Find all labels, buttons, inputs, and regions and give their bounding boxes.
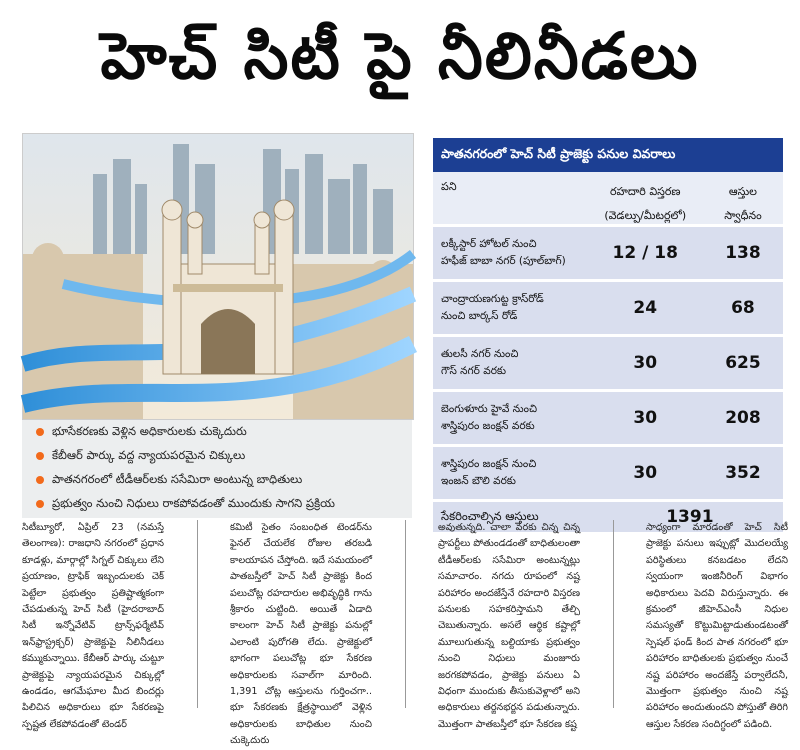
- assets-value: 208: [725, 408, 761, 428]
- total-value: 1391: [666, 507, 714, 527]
- project-details-table: [433, 138, 783, 527]
- table-title: పాతనగరంలో హెచ్ సిటీ ప్రాజెక్టు పనుల వివరాలు: [433, 138, 783, 172]
- bullet-dot-icon: [36, 500, 44, 508]
- bullet-dot-icon: [36, 452, 44, 460]
- key-points-box: [22, 420, 412, 518]
- article-column-3: అవుతున్నది. చాలా వరకు చిన్న చిన్న ప్రాపర్టీలు పోతుండడంతో బాధితులంతా టీడీఆర్‌లకు ససేమిరా అంటున్నట్లు సమాచారం. నగదు రూపంలో నష్ట పరిహారం అందజేస్తేనే రహదారి విస్తరణ పనులకు సహకరిస్తామని తేల్చి చెబుతున్నారు. అసలే ఆర్థిక కష్టాల్లో మూలుగుతున్న బల్దియాకు ప్రభుత్వం నుంచి నిధులు మంజూరు జరగకపోవడం, ప్రాజెక్టు పనులు ఏ విధంగా ముందుకు తీసుకువెళ్లాలో అని అధికారులు తర్జనభర్జన పడుతున్నారు. మొత్తంగా పాతబస్తీలో భూ సేకరణ కష్ట: [438, 522, 581, 730]
- road-width-value: 12 / 18: [612, 243, 678, 263]
- article-column-2: కమిటీ సైతం సంబంధిత టెండర్‌ను ఫైనల్ చేయలేక రోజుల తరబడి కాలయాపన చేస్తోంది. ఇదే సమయంలో పాతబస్తీలో హెచ్ సిటీ ప్రాజెక్టు కింద పలుచోట్ల రహదారుల అభివృద్ధికి గాను శ్రీకారం చుట్టింది. అయితే ఏడాది కాలంగా హెచ్ సిటీ ప్రాజెక్టు పనుల్లో ఎలాంటి పురోగతి లేదు. ప్రాజెక్టులో భాగంగా పలుచోట్ల భూ సేకరణ అధికారులకు సవాల్‌గా మారింది. 1,391 చోట్ల ఆస్తులను గుర్తించగా.. భూ సేకరణకు క్షేత్రస్థాయిలో వెళ్లిన అధికారులకు బాధితుల నుంచి చుక్కెదురు: [230, 522, 372, 747]
- assets-value: 68: [731, 298, 755, 318]
- col-work-header: పని: [441, 180, 457, 193]
- headline: హెచ్ సిటీ పై నీలినీడలు: [100, 19, 700, 94]
- article-body: [22, 520, 788, 747]
- bullet-dot-icon: [36, 476, 44, 484]
- table-row: చాంద్రాయణగుట్ట క్రాస్‌రోడ్ నుంచి బార్కస్ రోడ్ 24 68: [433, 282, 783, 334]
- table-row: బెంగుళూరు హైవే నుంచి శాస్త్రిపురం జంక్షన్ వరకు 30 208: [433, 392, 783, 444]
- article-column-4: సాధ్యంగా మారడంతో హెచ్ సిటీ ప్రాజెక్టు పనులు ఇప్పుట్లో మొదలయ్యే పరిస్థితులు కనబడటం లేదని స్వయంగా ఇంజినీరింగ్ విభాగం అధికారులు పెదవి విరుస్తున్నారు. ఈ క్రమంలో జీహెచ్‌ఎంసీ నిధుల సమస్యతో కొట్టుమిట్టాడుతుండటంతో స్పెషల్ ఫండ్ కింద పాత నగరంలో భూ పరిహారం బాధితులకు ప్రభుత్వం నుంచే నష్ట పరిహారం అందజేస్తే పర్వాలేదనీ, మొత్తంగా ప్రభుత్వం నుంచి నష్ట పరిహారం అందుతుందని పోస్తుతో తిరిగి ఆస్తుల సేకరణ సందిగ్ధంలో పడింది.: [646, 522, 788, 730]
- assets-value: 625: [725, 353, 761, 373]
- table-row: శాస్త్రిపురం జంక్షన్ నుంచి ఇంజన్ బౌలి వరకు 30 352: [433, 447, 783, 499]
- bullet-item: పాతనగరంలో టీడీఆర్‌లకు ససేమిరా అంటున్న బాధితులు: [22, 468, 412, 492]
- bullet-item: భూసేకరణకు వెళ్లిన అధికారులకు చుక్కెదురు: [22, 420, 412, 444]
- road-width-value: 24: [633, 298, 658, 318]
- table-header-row: [433, 172, 783, 224]
- assets-value: 352: [725, 463, 761, 483]
- charminar-flyover-image: [22, 133, 414, 420]
- column-divider: [405, 520, 406, 708]
- road-width-value: 30: [633, 353, 658, 373]
- table-row: తులసీ నగర్ నుంచి గౌస్ నగర్ వరకు 30 625: [433, 337, 783, 389]
- total-label: సేకరించాల్సిన ఆస్తులు: [441, 508, 539, 523]
- column-divider: [613, 520, 614, 708]
- road-width-value: 30: [633, 408, 658, 428]
- article-column-1: సిటీబ్యూరో, ఏప్రిల్ 23 (నమస్తే తెలంగాణ): రాజధాని నగరంలో ప్రధాన కూడళ్లు, మార్గాల్లో సిగ్నల్ చిక్కులు లేని ప్రయాణం, ట్రాఫిక్ ఇబ్బందులకు చెక్ పెట్టేలా ప్రభుత్వం ప్రతిష్టాత్మకంగా చేపడుతున్న హెచ్ సిటీ (హైదరాబాద్ సిటీ ఇన్నోవేటివ్ ట్రాన్స్‌ఫర్మేటివ్ ఇన్‌ఫ్రాస్ట్రక్చర్) ప్రాజెక్టుపై నీలినీడలు కమ్ముకున్నాయి. కేబీఆర్ పార్కు చుట్టూ ప్రాజెక్టుపై న్యాయపరమైన చిక్కుల్లో ఉండడం, ఆగమేఘాల మీద బిందర్లు పిలిచిన అధికారులు భూ సేకరణపై స్పష్టత లేకపోవడంతో టెండర్: [22, 522, 164, 730]
- assets-value: 138: [725, 243, 761, 263]
- col-road-header: రహదారి విస్తరణ (వెడల్పు/మీటర్లలో): [604, 185, 687, 222]
- col-assets-header: ఆస్తుల స్వాధీనం: [724, 185, 762, 222]
- bullet-item: కేబీఆర్ పార్కు వద్ద న్యాయపరమైన చిక్కులు: [22, 444, 412, 468]
- bullet-item: ప్రభుత్వం నుంచి నిధులు రాకపోవడంతో ముందుకు సాగని ప్రక్రియ: [22, 492, 412, 516]
- bullet-dot-icon: [36, 428, 44, 436]
- road-width-value: 30: [633, 463, 658, 483]
- table-row: లక్కీస్టార్ హోటల్ నుంచి హఫీజ్ బాబా నగర్ (పూల్‌బాగ్) 12 / 18 138: [433, 227, 783, 279]
- column-divider: [197, 520, 198, 708]
